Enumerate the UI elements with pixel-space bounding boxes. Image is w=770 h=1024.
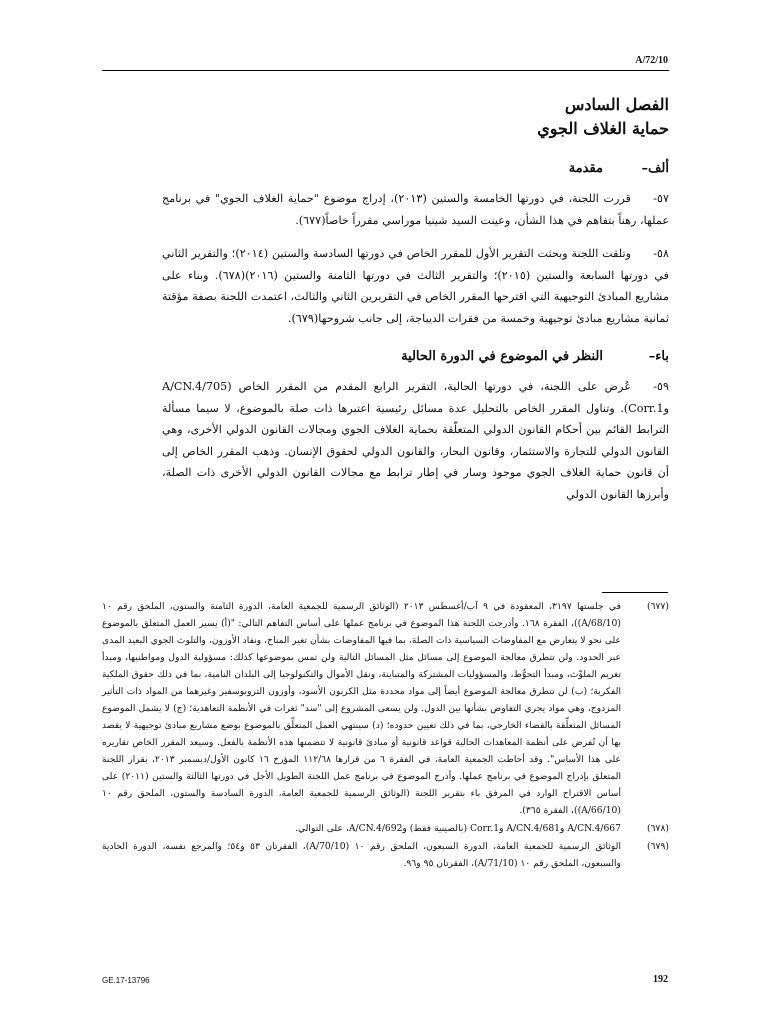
paragraph-text: قررت اللجنة، في دورتها الخامسة والستين (٢٠١٣)، إدراج موضوع "حماية الغلاف الجوي" في برنامج عملها، رهناً بتفاهم في هذا الشأن، وعينت السيد شينيا موراسي مقرراً خاصاً(٦٧٧). [162, 192, 669, 227]
footnotes [102, 598, 669, 873]
main-content [162, 93, 669, 517]
paragraph-number: ٥٩- [653, 380, 669, 393]
footnote-text: في جلستها ٣١٩٧، المعقودة في ٩ آب/أغسطس ٢٠١٣ (الوثائق الرسمية للجمعية العامة، الدورة الثامنة والستون، الملحق رقم ١٠ (A/68/10))، الفقرة ١٦٨. وأدرجت اللجنة هذا الموضوع في برنامج عملها على أساس التفاهم التالي: "(أ) يسير العمل المتعلق بالموضوع على نحو لا يتعارض مع المفاوضات السياسية ذات الصلة، بما فيها المفاوضات بشأن تغير المناخ، ونفاد الأوزون، والتلوث الجوي البعيد المدى عبر الحدود. ولن تتطرق معالجة الموضوع إلى مسائل مثل المسائل التالية ولن تمس بموضوعها كذلك: مسؤولية الدول ومواطنيها، ومبدأ تغريم الملوِّث، ومبدأ التحوُّط، والمسؤوليات المشتركة والمتباينة، ونقل الأموال والتكنولوجيا إلى البلدان النامية، بما في ذلك حقوق الملكية الفكرية؛ (ب) لن تتطرق معالجة الموضوع أيضاً إلى مواد محددة مثل الكربون الأسود، وأوزون التروبوسفير وغيرهما من المواد ذات التأثير المزدوج، وهي مواد يجري التفاوض بشأنها بين الدول. ولن يسعى المشروع إلى "سد" ثغرات في الأنظمة التعاهدية؛ (ج) لا يشمل الموضوع المسائل المتعلِّقة بالفضاء الخارجي، بما في ذلك تعيين حدوده؛ (د) سينتهي العمل المتعلِّق بالموضوع بوضع مشاريع مبادئ توجيهية لا يقصد بها أن تُفرض على أنظمة المعاهدات الحالية قواعد قانونية أو مبادئ قانونية لا تتضمنها هذه الأنظمة بالفعل. وسيعد المقرر الخاص تقاريره على هذا الأساس". وقد أحاطت الجمعية العامة، في الفقرة ٦ من قرارها ١١٢/٦٨ المؤرخ ١٦ كانون الأول/ديسمبر ٢٠١٣، بقرار اللجنة المتعلق بإدراج الموضوع في برنامج عملها. وأدرج الموضوع في برنامج عمل اللجنة الطويل الأجل في دورتها الثالثة والستين (٢٠١١) على أساس الاقتراح الوارد في المرفق باء بتقرير اللجنة (الوثائق الرسمية للجمعية العامة، الدورة السادسة والستون، الملحق رقم ١٠ (A/66/10))، الفقرة ٣٦٥). [102, 601, 622, 816]
chapter-title: حماية الغلاف الجوي [537, 119, 669, 138]
footnote-number: (٦٧٩) [647, 841, 669, 852]
page-number: 192 [653, 974, 668, 985]
footnote-text: الوثائق الرسمية للجمعية العامة، الدورة السبعون، الملحق رقم ١٠ (A/70/10)، الفقرتان ٥٣ و٥٤؛ والمرجع نفسه، الدورة الحادية والسبعون، الملحق رقم ١٠ (A/71/10)، الفقرتان ٩٥ و٩٦. [102, 841, 621, 869]
section-title: مقدمة [568, 161, 603, 176]
footnote-678 [102, 820, 669, 837]
section-heading-b [162, 349, 669, 364]
section-heading-a [162, 161, 669, 176]
document-number: GE.17-13796 [102, 976, 150, 985]
footnote-677 [102, 598, 669, 819]
footnote-number: (٦٧٧) [647, 601, 669, 612]
paragraph-text: وتلقت اللجنة وبحثت التقرير الأول للمقرر الخاص في دورتها السادسة والستين (٢٠١٤)؛ والتقرير الثاني في دورتها السابعة والستين (٢٠١٥)؛ والتقرير الثالث في دورتها الثامنة والستين (٢٠١٦)(٦٧٨). وبناء على مشاريع المبادئ التوجيهية التي اقترحها المقرر الخاص في التقريرين الثاني والثالث، اعتمدت اللجنة بصفة مؤقتة ثمانية مشاريع مبادئ توجيهية وخمسة من فقرات الديباجة، إلى جانب شروحها(٦٧٩). [162, 247, 670, 325]
paragraph-number: ٥٨- [653, 247, 669, 260]
paragraph-number: ٥٧- [653, 192, 669, 205]
paragraph-text: عُرض على اللجنة، في دورتها الحالية، التقرير الرابع المقدم من المقرر الخاص (A/CN.4/705 وCorr.1). وتناول المقرر الخاص بالتحليل عدة مسائل رئيسية اعتبرها ذات صلة بالموضوع، لا سيما مسألة الترابط القائم بين أحكام القانون الدولي المتعلّقة بحماية الغلاف الجوي ومجالات القانون الدولي الأخرى، وهي القانون الدولي للتجارة والاستثمار، وقانون البحار، والقانون الدولي لحقوق الإنسان. وذهب المقرر الخاص إلى أن قانون حماية الغلاف الجوي موجود وسار في إطار ترابط مع مجالات القانون الدولي الأخرى ذات الصلة، وأبرزها القانون الدولي [162, 380, 669, 501]
footnote-number: (٦٧٨) [647, 823, 669, 834]
paragraph-58 [162, 243, 669, 329]
document-symbol: A/72/10 [635, 55, 668, 66]
footnote-text: A/CN.4/667 وA/CN.4/681 وCorr.1 (بالصينية فقط) وA/CN.4/692، على التوالي. [295, 823, 621, 834]
paragraph-57 [162, 188, 669, 231]
footnote-679 [102, 838, 669, 872]
section-letter: ألف– [641, 161, 669, 176]
section-letter: باء– [648, 349, 669, 364]
header-rule [102, 70, 669, 71]
section-title: النظر في الموضوع في الدورة الحالية [401, 349, 603, 364]
chapter-number: الفصل السادس [564, 95, 669, 114]
paragraph-59 [162, 376, 669, 505]
footnote-separator [602, 592, 668, 593]
